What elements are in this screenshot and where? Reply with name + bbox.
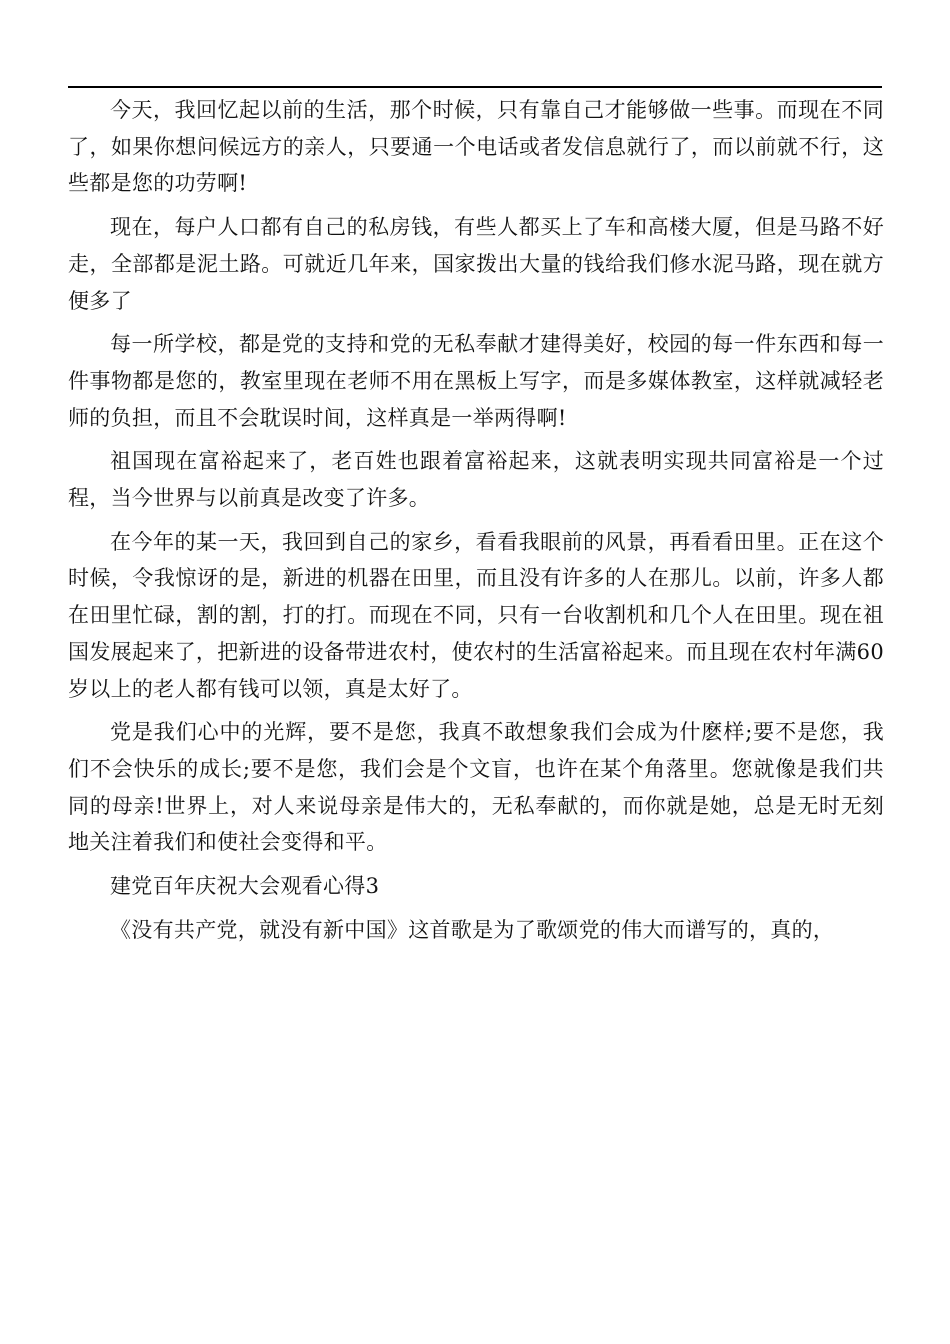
paragraph-roads: 现在，每户人口都有自己的私房钱，有些人都买上了车和高楼大厦，但是马路不好走，全部都是泥土路。可就近几年来，国家拨出大量的钱给我们修水泥马路，现在就方便多了	[68, 215, 884, 313]
header-rule	[68, 86, 882, 88]
paragraph-prosperity: 祖国现在富裕起来了，老百姓也跟着富裕起来，这就表明实现共同富裕是一个过程，当今世界与以前真是改变了许多。	[68, 449, 884, 511]
section-heading: 建党百年庆祝大会观看心得3	[110, 874, 380, 899]
paragraph-song: 《没有共产党，就没有新中国》这首歌是为了歌颂党的伟大而谱写的，真的，	[110, 917, 835, 942]
paragraph-party-light: 党是我们心中的光辉，要不是您，我真不敢想象我们会成为什麽样;要不是您，我们不会快乐的成长;要不是您，我们会是个文盲，也许在某个角落里。您就像是我们共同的母亲!世界上，对人来说母亲是伟大的，无私奉献的，而你就是她，总是无时无刻地关注着我们和使社会变得和平。	[68, 720, 884, 855]
document-body	[68, 92, 884, 955]
paragraph-hometown: 在今年的某一天，我回到自己的家乡，看看我眼前的风景，再看看田里。正在这个时候，令我惊讶的是，新进的机器在田里，而且没有许多的人在那儿。以前，许多人都在田里忙碌，割的割，打的打。而现在不同，只有一台收割机和几个人在田里。现在祖国发展起来了，把新进的设备带进农村，使农村的生活富裕起来。而且现在农村年满60岁以上的老人都有钱可以领，真是太好了。	[68, 529, 884, 701]
paragraph-schools: 每一所学校，都是党的支持和党的无私奉献才建得美好，校园的每一件东西和每一件事物都是您的，教室里现在老师不用在黑板上写字，而是多媒体教室，这样就减轻老师的负担，而且不会耽误时间，这样真是一举两得啊!	[68, 332, 884, 430]
paragraph-communication: 今天，我回忆起以前的生活，那个时候，只有靠自己才能够做一些事。而现在不同了，如果你想问候远方的亲人，只要通一个电话或者发信息就行了，而以前就不行，这些都是您的功劳啊!	[68, 98, 884, 196]
